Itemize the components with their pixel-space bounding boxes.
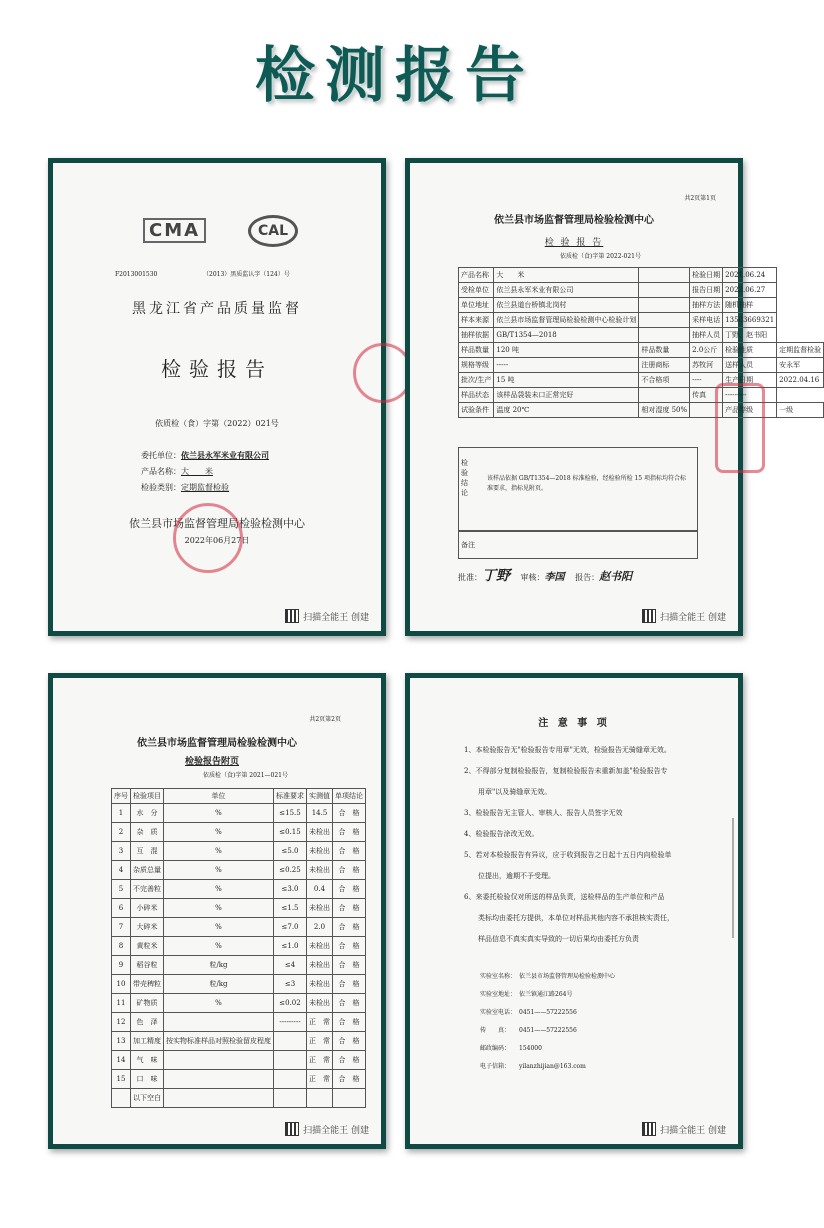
table-row bbox=[112, 975, 366, 994]
center-heading: 依兰县市场监督管理局检验检测中心 bbox=[137, 738, 297, 749]
notice-heading: 注 意 事 项 bbox=[538, 718, 610, 729]
footer-text: 扫描全能王 创建 bbox=[660, 1125, 726, 1136]
table-cell: 不完善粒 bbox=[131, 880, 164, 899]
table-cell: 依兰县市场监督管理局检验检测中心检验计划 bbox=[494, 313, 639, 328]
bureau-name: 黑龙江省产品质量监督 bbox=[132, 301, 302, 317]
table-cell: ≤0.15 bbox=[274, 823, 307, 842]
table-cell bbox=[639, 313, 690, 328]
table-row bbox=[112, 994, 366, 1013]
table-cell: ≤3 bbox=[274, 975, 307, 994]
table-cell: 安永军 bbox=[777, 358, 824, 373]
footer-text: 扫描全能王 创建 bbox=[303, 1125, 369, 1136]
cal-logo: CAL bbox=[248, 215, 298, 247]
notice-item: 6、来委托检验仅对所送的样品负责，送检样品的生产单位和产品 bbox=[464, 893, 665, 901]
table-cell: 合 格 bbox=[333, 918, 366, 937]
notice-item: 样品信息不真实真实导致的一切后果均由委托方负责 bbox=[464, 935, 639, 943]
table-cell: 3 bbox=[112, 842, 131, 861]
table-cell: 样本来源 bbox=[459, 313, 494, 328]
report-number: 依质检（食)字第 2022-021号 bbox=[560, 253, 641, 260]
table-cell: 合 格 bbox=[333, 804, 366, 823]
table-cell: 2022.06.27 bbox=[723, 283, 777, 298]
table-cell: 粒/kg bbox=[164, 956, 274, 975]
table-header-row bbox=[112, 789, 366, 804]
table-cell: 采样电话 bbox=[690, 313, 723, 328]
table-cell: 合 格 bbox=[333, 1051, 366, 1070]
product-label: 产品名称： bbox=[141, 467, 181, 476]
table-cell: 杂质总量 bbox=[131, 861, 164, 880]
table-cell: 2022.04.16 bbox=[777, 373, 824, 388]
notice-item: 2、不得部分复制检验报告，复制检验报告未重新加盖"检验报告专 bbox=[464, 767, 668, 775]
table-row bbox=[459, 358, 824, 373]
table-cell: 抽样方法 bbox=[690, 298, 723, 313]
table-cell: 未检出 bbox=[307, 937, 333, 956]
table-cell: 加工精度 bbox=[131, 1032, 164, 1051]
table-cell: 2 bbox=[112, 823, 131, 842]
scanner-footer bbox=[285, 609, 369, 623]
notice-item: 3、检验报告无主管人、审核人、报告人员签字无效 bbox=[464, 809, 623, 817]
notice-item: 5、若对本检验报告有异议，应于收到报告之日起十五日内向检验单 bbox=[464, 851, 672, 859]
table-cell bbox=[639, 298, 690, 313]
table-cell: 色 泽 bbox=[131, 1013, 164, 1032]
table-cell bbox=[164, 1051, 274, 1070]
table-row bbox=[112, 842, 366, 861]
table-cell: --------- bbox=[723, 388, 777, 403]
audit-signature: 李国 bbox=[544, 572, 565, 583]
table-row bbox=[112, 937, 366, 956]
table-header-cell: 序号 bbox=[112, 789, 131, 804]
product-value: 大 米 bbox=[181, 467, 213, 476]
table-cell bbox=[639, 388, 690, 403]
table-cell: 黄粒米 bbox=[131, 937, 164, 956]
appendix-heading: 检验报告附页 bbox=[185, 757, 240, 767]
table-cell: 按实物标准样品对照检验留皮程度 bbox=[164, 1032, 274, 1051]
table-cell: GB/T1354—2018 bbox=[494, 328, 639, 343]
table-cell: 未检出 bbox=[307, 842, 333, 861]
table-cell: 12 bbox=[112, 1013, 131, 1032]
table-row bbox=[112, 823, 366, 842]
report-page2-card[interactable] bbox=[48, 673, 386, 1149]
table-cell: 14 bbox=[112, 1051, 131, 1070]
audit-label: 审核： bbox=[520, 573, 545, 582]
table-cell: 正 常 bbox=[307, 1051, 333, 1070]
table-row bbox=[459, 268, 824, 283]
type-row bbox=[141, 480, 229, 495]
table-cell: 定期监督检验 bbox=[777, 343, 824, 358]
table-cell: 2021.06.24 bbox=[723, 268, 777, 283]
cert-number: F2013001530 bbox=[115, 271, 158, 278]
table-cell: 样品数量 bbox=[639, 343, 690, 358]
table-cell: % bbox=[164, 937, 274, 956]
contact-line: 实验室地址： 依兰镇通江路264号 bbox=[480, 991, 573, 998]
table-row bbox=[112, 918, 366, 937]
table-cell: 11 bbox=[112, 994, 131, 1013]
table-cell: 正 常 bbox=[307, 1070, 333, 1089]
cert-number-2: （2013）黑质监认字（124）号 bbox=[203, 271, 290, 278]
table-cell: 粒/kg bbox=[164, 975, 274, 994]
table-cell: 丁野、赵书阳 bbox=[723, 328, 777, 343]
table-cell: 相对湿度 50% bbox=[639, 403, 690, 418]
table-cell: 合 格 bbox=[333, 842, 366, 861]
red-seal-edge bbox=[715, 383, 765, 473]
table-row bbox=[459, 298, 824, 313]
table-cell: 大碎米 bbox=[131, 918, 164, 937]
table-cell: 合 格 bbox=[333, 899, 366, 918]
table-cell: % bbox=[164, 861, 274, 880]
table-cell: ----- bbox=[494, 358, 639, 373]
conclusion-box bbox=[458, 447, 698, 531]
table-cell: 0.4 bbox=[307, 880, 333, 899]
notice-item: 位提出，逾期不予受理。 bbox=[464, 872, 555, 880]
table-cell: 样品状态 bbox=[459, 388, 494, 403]
table-cell: 规格等级 bbox=[459, 358, 494, 373]
table-cell bbox=[164, 1013, 274, 1032]
table-cell: 送样人员 bbox=[723, 358, 777, 373]
contact-line: 电子信箱： yilanzhijian@163.com bbox=[480, 1063, 586, 1070]
results-table bbox=[111, 788, 366, 1108]
table-cell: 合 格 bbox=[333, 975, 366, 994]
table-cell: 温度 20℃ bbox=[494, 403, 639, 418]
table-cell: 抽样依据 bbox=[459, 328, 494, 343]
contact-list bbox=[480, 968, 730, 1076]
table-cell: 检验日期 bbox=[690, 268, 723, 283]
table-cell: 水 分 bbox=[131, 804, 164, 823]
info-table bbox=[458, 267, 824, 418]
table-cell: 合 格 bbox=[333, 1070, 366, 1089]
table-cell: 2.0 bbox=[307, 918, 333, 937]
qr-icon bbox=[642, 1122, 656, 1136]
table-cell: 检验性质 bbox=[723, 343, 777, 358]
notice-item: 4、检验报告涂改无效。 bbox=[464, 830, 539, 838]
table-cell: % bbox=[164, 994, 274, 1013]
table-cell: 试验条件 bbox=[459, 403, 494, 418]
table-cell: % bbox=[164, 918, 274, 937]
scanner-footer bbox=[285, 1122, 369, 1136]
table-cell: 杂 质 bbox=[131, 823, 164, 842]
table-cell: 样品数量 bbox=[459, 343, 494, 358]
table-cell: 生产日期 bbox=[723, 373, 777, 388]
table-cell: 未检出 bbox=[307, 823, 333, 842]
table-cell: 大 米 bbox=[494, 268, 639, 283]
table-cell: 合 格 bbox=[333, 956, 366, 975]
table-cell: ≤1.5 bbox=[274, 899, 307, 918]
table-cell: 口 味 bbox=[131, 1070, 164, 1089]
table-cell: 合 格 bbox=[333, 1032, 366, 1051]
table-row bbox=[112, 899, 366, 918]
qr-icon bbox=[285, 609, 299, 623]
table-cell: 一级 bbox=[777, 403, 824, 418]
table-cell: 6 bbox=[112, 899, 131, 918]
table-cell: 批次/生产 bbox=[459, 373, 494, 388]
notice-item: 类标均由委托方提供，本单位对样品其他内容不承担核实责任， bbox=[464, 914, 674, 922]
footer-text: 扫描全能王 创建 bbox=[660, 612, 726, 623]
table-cell: 15 吨 bbox=[494, 373, 639, 388]
table-cell bbox=[307, 1089, 333, 1108]
table-row bbox=[459, 388, 824, 403]
table-cell: 注册商标 bbox=[639, 358, 690, 373]
report-page1-card[interactable] bbox=[405, 158, 822, 636]
table-cell: 合 格 bbox=[333, 1013, 366, 1032]
notice-card[interactable] bbox=[405, 673, 743, 1149]
table-cell: 以下空白 bbox=[131, 1089, 164, 1108]
table-cell: % bbox=[164, 823, 274, 842]
report-label: 报告： bbox=[575, 573, 600, 582]
table-cell: 未检出 bbox=[307, 956, 333, 975]
client-value: 依兰县永军米业有限公司 bbox=[181, 450, 269, 460]
remark-label: 备注 bbox=[461, 541, 475, 549]
table-row bbox=[459, 313, 824, 328]
table-cell bbox=[639, 283, 690, 298]
report-heading: 检 验 报 告 bbox=[544, 238, 604, 248]
table-cell: % bbox=[164, 899, 274, 918]
center-name: 依兰县市场监督管理局检验检测中心 bbox=[129, 517, 305, 530]
approve-label: 批准： bbox=[458, 573, 482, 582]
table-cell: % bbox=[164, 880, 274, 899]
red-seal-edge bbox=[353, 343, 413, 403]
table-cell: 5 bbox=[112, 880, 131, 899]
table-cell: 2.0公斤 bbox=[690, 343, 723, 358]
table-cell: 15 bbox=[112, 1070, 131, 1089]
table-header-cell: 实测值 bbox=[307, 789, 333, 804]
conclusion-text: 该样品依据 GB/T1354—2018 标准检验，经检验所检 15 项指标均符合标准要求，指标见附页。 bbox=[487, 475, 687, 492]
table-cell: % bbox=[164, 842, 274, 861]
type-value: 定期监督检验 bbox=[181, 483, 229, 492]
table-cell: 8 bbox=[112, 937, 131, 956]
table-cell bbox=[274, 1032, 307, 1051]
table-cell: 受检单位 bbox=[459, 283, 494, 298]
table-cell: 报告日期 bbox=[690, 283, 723, 298]
table-cell: 苏牧河 bbox=[690, 358, 723, 373]
scanner-footer bbox=[642, 609, 726, 623]
report-number: 依质检（食）字第（2022）021号 bbox=[155, 419, 279, 428]
table-cell: 气 味 bbox=[131, 1051, 164, 1070]
report-number: 依质检（食)字第 2021—021号 bbox=[203, 772, 288, 779]
table-cell: 互 混 bbox=[131, 842, 164, 861]
signature-row bbox=[458, 563, 632, 590]
table-cell: 小碎米 bbox=[131, 899, 164, 918]
table-cell: 合 格 bbox=[333, 994, 366, 1013]
table-cell: ≤4 bbox=[274, 956, 307, 975]
table-cell: 未检出 bbox=[307, 975, 333, 994]
table-cell: 13 bbox=[112, 1032, 131, 1051]
table-cell: 1 bbox=[112, 804, 131, 823]
notice-item: 1、本检验报告无"检验报告专用章"无效，检验报告无骑缝章无效。 bbox=[464, 746, 671, 754]
table-cell: 120 吨 bbox=[494, 343, 639, 358]
product-row bbox=[141, 464, 213, 479]
notice-item: 用章"以及骑缝章无效。 bbox=[464, 788, 552, 796]
table-row bbox=[112, 1070, 366, 1089]
table-row bbox=[112, 804, 366, 823]
table-cell: 依兰县永军米业有限公司 bbox=[494, 283, 639, 298]
report-heading: 检验报告 bbox=[161, 357, 273, 381]
table-cell: 7 bbox=[112, 918, 131, 937]
table-cell: ≤0.02 bbox=[274, 994, 307, 1013]
table-cell: 未检出 bbox=[307, 899, 333, 918]
table-cell bbox=[639, 268, 690, 283]
table-cell: 9 bbox=[112, 956, 131, 975]
table-row bbox=[112, 1051, 366, 1070]
table-cell: 稻谷粒 bbox=[131, 956, 164, 975]
table-cell: --------- bbox=[274, 1013, 307, 1032]
table-cell bbox=[639, 328, 690, 343]
client-label: 委托单位： bbox=[141, 451, 181, 460]
table-cell bbox=[274, 1070, 307, 1089]
table-cell: ≤0.25 bbox=[274, 861, 307, 880]
remark-box bbox=[458, 531, 698, 559]
table-cell: 14.5 bbox=[307, 804, 333, 823]
report-cover-card[interactable] bbox=[48, 158, 386, 636]
client-row bbox=[141, 448, 269, 463]
page-title: 检测报告 bbox=[255, 41, 535, 111]
table-cell: 随机抽样 bbox=[723, 298, 777, 313]
issue-date: 2022年06月27日 bbox=[184, 536, 250, 545]
table-cell: 产品名称 bbox=[459, 268, 494, 283]
table-cell: 产品等级 bbox=[723, 403, 777, 418]
table-cell: ≤5.0 bbox=[274, 842, 307, 861]
table-cell: ≤1.0 bbox=[274, 937, 307, 956]
table-cell: 正 常 bbox=[307, 1013, 333, 1032]
table-cell: 10 bbox=[112, 975, 131, 994]
contact-line: 传 真： 0451——57222556 bbox=[480, 1027, 577, 1034]
table-cell: 合 格 bbox=[333, 880, 366, 899]
table-cell: 合 格 bbox=[333, 861, 366, 880]
table-cell: 抽样人员 bbox=[690, 328, 723, 343]
table-cell: 不合格项 bbox=[639, 373, 690, 388]
conclusion-label: 检验结论 bbox=[461, 459, 468, 497]
table-cell: 合 格 bbox=[333, 823, 366, 842]
notice-list bbox=[464, 740, 734, 950]
table-row bbox=[112, 956, 366, 975]
type-label: 检验类别： bbox=[141, 483, 181, 492]
table-row bbox=[112, 880, 366, 899]
table-cell bbox=[164, 1070, 274, 1089]
table-header-cell: 单位 bbox=[164, 789, 274, 804]
red-seal bbox=[173, 503, 243, 573]
table-cell bbox=[333, 1089, 366, 1108]
page-indicator: 共2页第1页 bbox=[684, 195, 716, 202]
qr-icon bbox=[285, 1122, 299, 1136]
table-cell: 传真 bbox=[690, 388, 723, 403]
table-cell bbox=[274, 1051, 307, 1070]
scan-mark bbox=[726, 818, 734, 938]
table-row bbox=[459, 283, 824, 298]
table-row bbox=[112, 861, 366, 880]
table-cell: 正 常 bbox=[307, 1032, 333, 1051]
approve-signature: 丁野 bbox=[482, 568, 510, 584]
table-header-cell: 标准要求 bbox=[274, 789, 307, 804]
table-row bbox=[459, 403, 824, 418]
table-cell: 13503669321 bbox=[723, 313, 777, 328]
table-cell bbox=[164, 1089, 274, 1108]
contact-line: 邮政编码： 154000 bbox=[480, 1045, 542, 1052]
table-cell bbox=[112, 1089, 131, 1108]
table-row bbox=[459, 343, 824, 358]
qr-icon bbox=[642, 609, 656, 623]
table-cell: 依兰县道台桥镇北岗村 bbox=[494, 298, 639, 313]
table-row bbox=[112, 1013, 366, 1032]
table-cell: ≤7.0 bbox=[274, 918, 307, 937]
contact-line: 实验室名称： 依兰县市场监督管理局检验检测中心 bbox=[480, 973, 616, 980]
table-cell: ≤15.5 bbox=[274, 804, 307, 823]
table-cell: 未检出 bbox=[307, 861, 333, 880]
cma-logo: CMA bbox=[143, 218, 206, 243]
table-cell: 矿物质 bbox=[131, 994, 164, 1013]
table-cell: 该样品袋装未口正常完好 bbox=[494, 388, 639, 403]
table-cell: ≤3.0 bbox=[274, 880, 307, 899]
table-cell: 单位地址 bbox=[459, 298, 494, 313]
table-cell: 4 bbox=[112, 861, 131, 880]
table-row bbox=[459, 328, 824, 343]
table-cell: 合 格 bbox=[333, 937, 366, 956]
table-cell: 带壳稗粒 bbox=[131, 975, 164, 994]
table-header-cell: 单项结论 bbox=[333, 789, 366, 804]
table-cell: 未检出 bbox=[307, 994, 333, 1013]
table-row bbox=[112, 1089, 366, 1108]
footer-text: 扫描全能王 创建 bbox=[303, 612, 369, 623]
table-cell bbox=[274, 1089, 307, 1108]
center-heading: 依兰县市场监督管理局检验检测中心 bbox=[494, 215, 654, 226]
table-cell: ---- bbox=[690, 373, 723, 388]
table-row bbox=[112, 1032, 366, 1051]
table-header-cell: 检验项目 bbox=[131, 789, 164, 804]
table-cell: % bbox=[164, 804, 274, 823]
table-row bbox=[459, 373, 824, 388]
scanner-footer bbox=[642, 1122, 726, 1136]
page-indicator: 共2页第2页 bbox=[309, 716, 341, 723]
report-signature: 赵书阳 bbox=[599, 570, 633, 583]
contact-line: 实验室电话： 0451——57222556 bbox=[480, 1009, 577, 1016]
